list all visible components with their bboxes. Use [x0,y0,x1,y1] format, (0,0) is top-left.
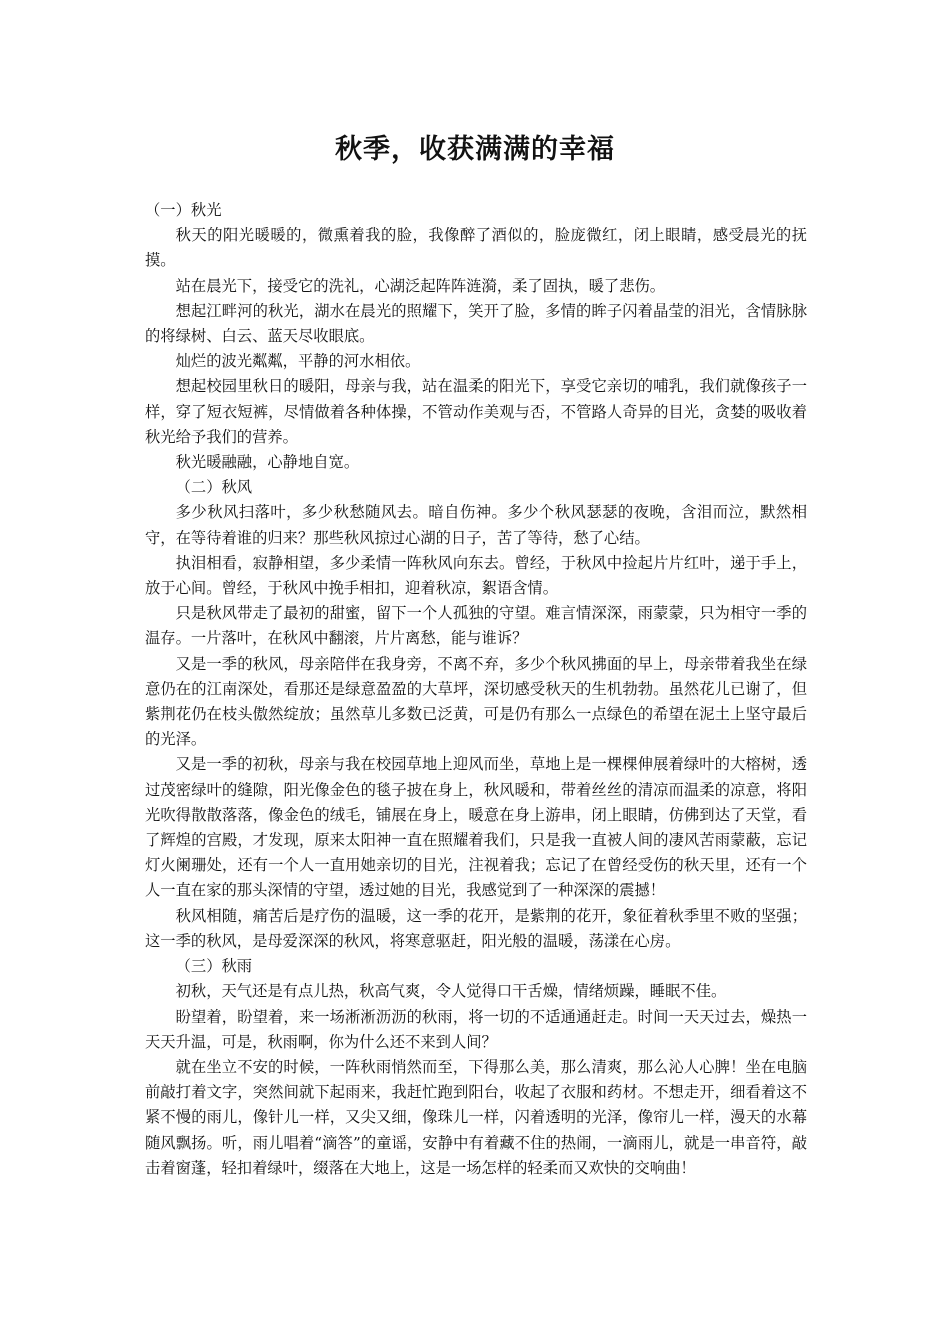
paragraph: 站在晨光下，接受它的洗礼，心湖泛起阵阵涟漪，柔了固执，暖了悲伤。 [175,276,666,295]
paragraph: 秋风相随，痛苦后是疗伤的温暖，这一季的花开，是紫荆的花开，象征着秋季里不败的坚强；这一季的秋风，是母爱深深的秋风，将寒意驱赶，阳光般的温暖，荡漾在心房。 [145,906,807,950]
paragraph: 初秋，天气还是有点儿热，秋高气爽，令人觉得口干舌燥，情绪烦躁，睡眠不佳。 [175,982,727,1001]
paragraph: 只是秋风带走了最初的甜蜜，留下一个人孤独的守望。难言情深深，雨蒙蒙，只为相守一季的温存。一片落叶，在秋风中翻滚，片片离愁，能与谁诉？ [145,604,807,648]
paragraph: 又是一季的初秋，母亲与我在校园草地上迎风而坐，草地上是一棵棵伸展着绿叶的大榕树，透过茂密绿叶的缝隙，阳光像金色的毯子披在身上，秋风暖和，带着丝丝的清凉而温柔的凉意，将阳光吹得散散落落，像金色的绒毛，铺展在身上，暖意在身上游串，闭上眼睛，仿佛到达了天堂，看了辉煌的宫殿，才发现，原来太阳神一直在照耀着我们，只是我一直被人间的凄风苦雨蒙蔽，忘记灯火阑珊处，还有一个人一直用她亲切的目光，注视着我；忘记了在曾经受伤的秋天里，还有一个人一直在家的那头深情的守望，透过她的目光，我感觉到了一种深深的震撼！ [145,755,807,900]
paragraph: 想起校园里秋日的暖阳，母亲与我，站在温柔的阳光下，享受它亲切的哺乳，我们就像孩子一样，穿了短衣短裤，尽情做着各种体操，不管动作美观与否，不管路人奇异的目光，贪婪的吸收着秋光给予我们的营养。 [145,377,807,446]
paragraph: 盼望着，盼望着，来一场淅淅沥沥的秋雨，将一切的不适通通赶走。时间一天天过去，燥热一天天升温，可是，秋雨啊，你为什么还不来到人间？ [145,1007,807,1051]
paragraph: 秋光暖融融，心静地自宽。 [175,453,360,472]
section-heading-autumn-light: （一）秋光 [145,201,222,219]
section-heading-autumn-wind: （二）秋风 [175,478,253,497]
paragraph: 多少秋风扫落叶，多少秋愁随风去。暗自伤神。多少个秋风瑟瑟的夜晚，含泪而泣，默然相守，在等待着谁的归来？那些秋风掠过心湖的日子，苦了等待，愁了心结。 [145,503,807,547]
paragraph: 执泪相看，寂静相望，多少柔情一阵秋风向东去。曾经，于秋风中捡起片片红叶，递于手上，放于心间。曾经，于秋风中挽手相扣，迎着秋凉，絮语含情。 [145,553,807,598]
document-title: 秋季，收获满满的幸福 [335,134,615,165]
paragraph: 灿烂的波光粼粼，平静的河水相依。 [175,352,421,371]
paragraph: 又是一季的秋风，母亲陪伴在我身旁，不离不弃，多少个秋风拂面的早上，母亲带着我坐在绿意仍在的江南深处，看那还是绿意盈盈的大草坪，深切感受秋天的生机勃勃。虽然花儿已谢了，但紫荆花仍在枝头傲然绽放；虽然草儿多数已泛黄，可是仍有那么一点绿色的希望在泥土上坚守最后的光泽。 [145,654,807,749]
paragraph: 想起江畔河的秋光，湖水在晨光的照耀下，笑开了脸，多情的眸子闪着晶莹的泪光，含情脉脉的将绿树、白云、蓝天尽收眼底。 [145,301,807,346]
paragraph: 就在坐立不安的时候，一阵秋雨悄然而至，下得那么美，那么清爽，那么沁人心脾！坐在电脑前敲打着文字，突然间就下起雨来，我赶忙跑到阳台，收起了衣服和药材。不想走开，细看着这不紧不慢的雨儿，像针儿一样，又尖又细，像珠儿一样，闪着透明的光泽，像帘儿一样，漫天的水幕随风飘扬。听，雨儿唱着“滴答”的童谣，安静中有着藏不住的热闹，一滴雨儿，就是一串音符，敲击着窗蓬，轻扣着绿叶，缀落在大地上，这是一场怎样的轻柔而又欢快的交响曲！ [145,1057,807,1177]
paragraph: 秋天的阳光暖暖的，微熏着我的脸，我像醉了酒似的，脸庞微红，闭上眼睛，感受晨光的抚摸。 [145,226,807,270]
section-heading-autumn-rain: （三）秋雨 [175,957,253,976]
document-body [145,198,807,1181]
